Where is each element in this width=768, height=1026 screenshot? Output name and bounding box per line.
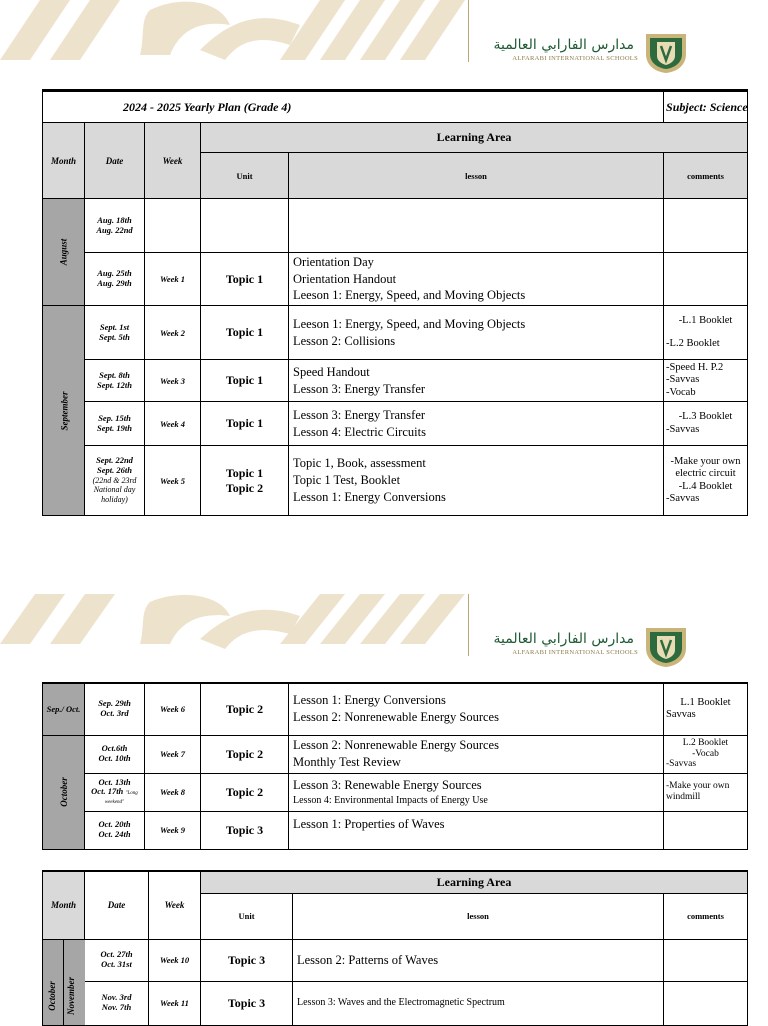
yearly-plan-table xyxy=(42,89,748,516)
row-unit: Topic 1 xyxy=(201,306,289,360)
table-row xyxy=(43,811,748,849)
row-date: Sept. 22nd Sept. 26th (22nd & 23rd National day holiday) xyxy=(85,446,145,516)
row-week: Week 4 xyxy=(145,402,201,446)
plan-subject: Subject: Science xyxy=(664,91,748,123)
row-unit: Topic 3 xyxy=(201,939,293,981)
table-row xyxy=(43,773,748,811)
header-learning-area: Learning Area xyxy=(201,871,748,893)
yearly-plan-table-continued xyxy=(42,682,748,850)
row-comment xyxy=(664,811,748,849)
row-comment: -Make your own windmill xyxy=(664,773,748,811)
decorative-pattern xyxy=(0,0,470,84)
school-name-arabic: مدارس الفارابي العالمية xyxy=(493,37,634,53)
table-row xyxy=(43,360,748,402)
row-week: Week 2 xyxy=(145,306,201,360)
header-unit: Unit xyxy=(201,893,293,939)
month-oct-nov: October November xyxy=(43,939,85,1025)
row-week: Week 3 xyxy=(145,360,201,402)
table-row xyxy=(43,683,748,735)
school-name-arabic: مدارس الفارابي العالمية xyxy=(493,631,634,647)
row-lesson: Orientation Day Orientation Handout Leeson 1: Energy, Speed, and Moving Objects xyxy=(289,253,664,306)
plan-title-row xyxy=(43,91,748,123)
row-unit: Topic 1 xyxy=(201,402,289,446)
table-row xyxy=(43,981,748,1025)
table-row xyxy=(43,253,748,306)
row-lesson: Speed Handout Lesson 3: Energy Transfer xyxy=(289,360,664,402)
table-row xyxy=(43,446,748,516)
row-date: Aug. 25th Aug. 29th xyxy=(85,253,145,306)
row-lesson: Lesson 3: Waves and the Electromagnetic Spectrum xyxy=(293,981,664,1025)
school-crest-icon xyxy=(643,32,689,74)
table-row xyxy=(43,402,748,446)
row-date: Nov. 3rd Nov. 7th xyxy=(85,981,149,1025)
header-week: Week xyxy=(149,871,201,939)
row-week: Week 11 xyxy=(149,981,201,1025)
header-month: Month xyxy=(43,871,85,939)
header-week: Week xyxy=(145,123,201,199)
header-date: Date xyxy=(85,123,145,199)
month-october: October xyxy=(43,735,85,849)
row-comment: -L.1 Booklet -L.2 Booklet xyxy=(664,306,748,360)
page-header-banner xyxy=(0,0,768,84)
month-sep-oct: Sep./ Oct. xyxy=(43,683,85,735)
row-comment xyxy=(664,253,748,306)
row-comment xyxy=(664,981,748,1025)
table-row xyxy=(43,939,748,981)
row-week: Week 8 xyxy=(145,773,201,811)
row-week: Week 1 xyxy=(145,253,201,306)
row-unit: Topic 1 xyxy=(201,253,289,306)
row-unit: Topic 1 Topic 2 xyxy=(201,446,289,516)
row-unit: Topic 2 xyxy=(201,683,289,735)
header-month: Month xyxy=(43,123,85,199)
header-divider xyxy=(468,0,469,62)
row-unit: Topic 1 xyxy=(201,360,289,402)
row-date: Oct. 20th Oct. 24th xyxy=(85,811,145,849)
row-comment: L.2 Booklet -Vocab -Savvas xyxy=(664,735,748,773)
row-unit: Topic 2 xyxy=(201,773,289,811)
header-learning-area: Learning Area xyxy=(201,123,748,153)
row-date: Aug. 18th Aug. 22nd xyxy=(85,199,145,253)
header-unit: Unit xyxy=(201,153,289,199)
row-lesson: Lesson 2: Nonrenewable Energy Sources Monthly Test Review xyxy=(289,735,664,773)
row-lesson xyxy=(289,199,664,253)
row-comment: L.1 Booklet Savvas xyxy=(664,683,748,735)
row-comment xyxy=(664,939,748,981)
row-date: Oct.6th Oct. 10th xyxy=(85,735,145,773)
table-row xyxy=(43,735,748,773)
header-comments: comments xyxy=(664,153,748,199)
row-date: Oct. 27th Oct. 31st xyxy=(85,939,149,981)
plan-title: 2024 - 2025 Yearly Plan (Grade 4) xyxy=(43,91,664,123)
row-week: Week 6 xyxy=(145,683,201,735)
row-comment xyxy=(664,199,748,253)
row-comment: -Speed H. P.2 -Savvas -Vocab xyxy=(664,360,748,402)
table-row xyxy=(43,199,748,253)
row-unit xyxy=(201,199,289,253)
month-september: September xyxy=(43,306,85,516)
row-week: Week 5 xyxy=(145,446,201,516)
row-date: Oct. 13th Oct. 17th "Long weekend" xyxy=(85,773,145,811)
row-week: Week 7 xyxy=(145,735,201,773)
row-lesson: Lesson 3: Renewable Energy Sources Lesson 4: Environmental Impacts of Energy Use xyxy=(289,773,664,811)
yearly-plan-table-november xyxy=(42,870,748,1026)
row-comment: -L.3 Booklet -Savvas xyxy=(664,402,748,446)
row-week: Week 10 xyxy=(149,939,201,981)
page-header-banner xyxy=(0,594,768,678)
row-comment: -Make your own electric circuit -L.4 Booklet -Savvas xyxy=(664,446,748,516)
month-august: August xyxy=(43,199,85,306)
row-date: Sep. 29th Oct. 3rd xyxy=(85,683,145,735)
row-lesson: Leeson 1: Energy, Speed, and Moving Objects Lesson 2: Collisions xyxy=(289,306,664,360)
header-lesson: lesson xyxy=(289,153,664,199)
row-lesson: Lesson 3: Energy Transfer Lesson 4: Electric Circuits xyxy=(289,402,664,446)
row-lesson: Lesson 1: Properties of Waves xyxy=(289,811,664,849)
row-date: Sep. 15th Sept. 19th xyxy=(85,402,145,446)
row-unit: Topic 2 xyxy=(201,735,289,773)
table-row xyxy=(43,306,748,360)
school-name-english: ALFARABI INTERNATIONAL SCHOOLS xyxy=(512,55,638,62)
header-date: Date xyxy=(85,871,149,939)
row-date: Sept. 1st Sept. 5th xyxy=(85,306,145,360)
school-crest-icon xyxy=(643,626,689,668)
header-comments: comments xyxy=(664,893,748,939)
school-name-english: ALFARABI INTERNATIONAL SCHOOLS xyxy=(512,649,638,656)
header-lesson: lesson xyxy=(293,893,664,939)
row-lesson: Lesson 2: Patterns of Waves xyxy=(293,939,664,981)
row-unit: Topic 3 xyxy=(201,811,289,849)
row-unit: Topic 3 xyxy=(201,981,293,1025)
row-week xyxy=(145,199,201,253)
header-divider xyxy=(468,594,469,656)
row-lesson: Topic 1, Book, assessment Topic 1 Test, Booklet Lesson 1: Energy Conversions xyxy=(289,446,664,516)
row-week: Week 9 xyxy=(145,811,201,849)
decorative-pattern xyxy=(0,594,470,678)
row-lesson: Lesson 1: Energy Conversions Lesson 2: Nonrenewable Energy Sources xyxy=(289,683,664,735)
row-date: Sept. 8th Sept. 12th xyxy=(85,360,145,402)
